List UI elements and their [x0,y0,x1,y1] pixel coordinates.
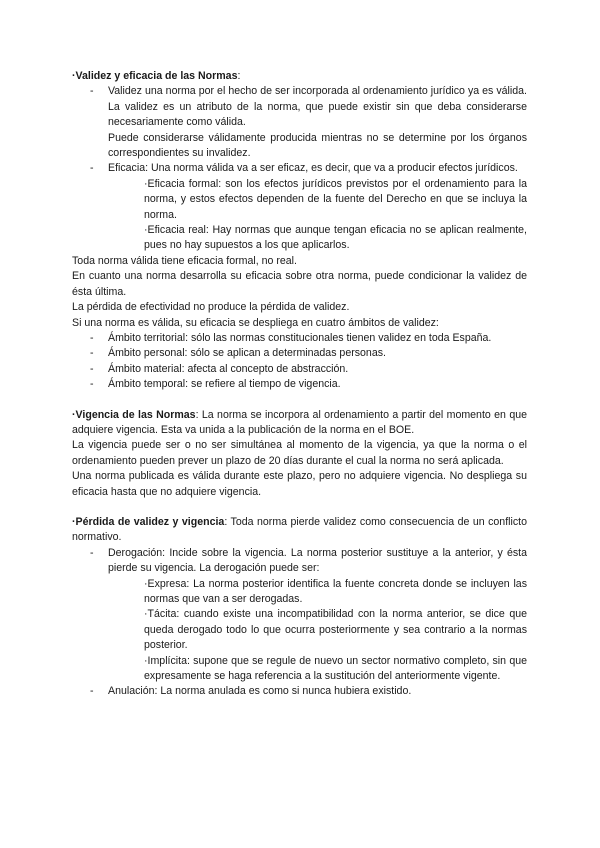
dash-bullet: - [90,362,94,375]
paragraph: Puede considerarse válidamente producida mientras no se determine por los órganos correspondientes su invalidez. [108,131,527,160]
heading-bold-text: ·Pérdida de validez y vigencia [72,515,225,528]
dash-bullet: - [90,378,94,391]
list-item-text: Ámbito material: afecta al concepto de abstracción. [108,362,349,375]
sub-list [108,177,527,254]
list-item-derogacion [72,546,527,685]
lead-text: : La norma se incorpora al ordenamiento a partir del momento en que adquiere vigencia. Esta va unida a la publicación de la norma en el BOE. [72,408,527,436]
paragraph: Eficacia: Una norma válida va a ser eficaz, es decir, que va a producir efectos jurídicos. [108,162,518,175]
dash-bullet: - [90,347,94,360]
list-item-text: Anulación: La norma anulada es como si nunca hubiera existido. [108,685,412,698]
list-item-ambito-territorial [72,331,527,346]
dash-bullet: - [90,331,94,344]
paragraph: Validez una norma por el hecho de ser incorporada al ordenamiento jurídico ya es válida. La validez es un atributo de la norma, que puede existir sin que deba considerarse necesariamente como válida. [108,85,527,129]
paragraph: Una norma publicada es válida durante este plazo, pero no adquiere vigencia. No despliega su eficacia hasta que no adquiere vigencia. [72,470,527,498]
dash-bullet: - [90,685,94,698]
list-item-text: Derogación: Incide sobre la vigencia. La norma posterior sustituye a la anterior, y ésta pierde su vigencia. La derogación puede ser: [108,546,527,575]
list-item-ambito-material [72,362,527,377]
section-perdida-validez [72,515,527,700]
section-lead-paragraph [72,515,527,546]
sub-item-eficacia-real: ·Eficacia real: Hay normas que aunque tengan eficacia no se aplican realmente, pues no hay supuestos a los que aplicarlos. [144,224,527,252]
list-item-anulacion [72,684,527,699]
paragraph: Toda norma válida tiene eficacia formal, no real. [72,254,297,267]
lead-text: : Toda norma pierde validez como consecuencia de un conflicto normativo. [72,515,527,544]
heading-bold-text: ·Validez y eficacia de las Normas [72,70,238,82]
sub-item-implicita: ·Implícita: supone que se regule de nuevo un sector normativo completo, sin que expresamente se haga referencia a la sustitución del anteriormente vigente. [144,654,527,683]
list-item-ambito-temporal [72,377,527,392]
paragraph: La pérdida de efectividad no produce la pérdida de validez. [72,301,350,314]
section-vigencia [72,408,527,500]
sub-item-tacita: ·Tácita: cuando existe una incompatibilidad con la norma anterior, se dice que queda derogado todo lo que ocurra posteriormente y sea contrario a la normas posterior. [144,608,527,652]
list-item-validez [72,84,527,161]
sub-list [108,577,527,685]
heading-suffix: : [237,70,241,82]
paragraph: La vigencia puede ser o no ser simultánea al momento de la vigencia, ya que la norma o el ordenamiento pueden prever un plazo de 20 días durante el cual la norma no será aplicada. [72,439,527,467]
paragraph: En cuanto una norma desarrolla su eficacia sobre otra norma, puede condicionar la validez de ésta última. [72,270,527,298]
list-item-text: Ámbito personal: sólo se aplican a determinadas personas. [108,347,386,360]
section-validez-eficacia [72,69,527,393]
section-lead-paragraph [72,408,527,439]
heading-bold-text: ·Vigencia de las Normas [72,408,196,421]
sub-item-expresa: ·Expresa: La norma posterior identifica la fuente concreta donde se incluyen las normas que van a ser derogadas. [144,577,527,605]
sub-item-eficacia-formal: ·Eficacia formal: son los efectos jurídicos previstos por el ordenamiento para la norma, y estos efectos dependen de la fuente del Derecho en que se incluya la norma. [144,177,527,221]
paragraph: Si una norma es válida, su eficacia se despliega en cuatro ámbitos de validez: [72,316,439,329]
list-item-text: Ámbito territorial: sólo las normas constitucionales tienen validez en toda España. [108,331,492,344]
list-item-text: Ámbito temporal: se refiere al tiempo de vigencia. [108,378,341,391]
list-item-eficacia [72,161,527,253]
dash-bullet: - [90,162,94,175]
document-page [72,69,527,700]
section-heading [72,69,527,84]
dash-bullet: - [90,85,94,98]
dash-bullet: - [90,546,94,559]
list-item-ambito-personal [72,346,527,361]
